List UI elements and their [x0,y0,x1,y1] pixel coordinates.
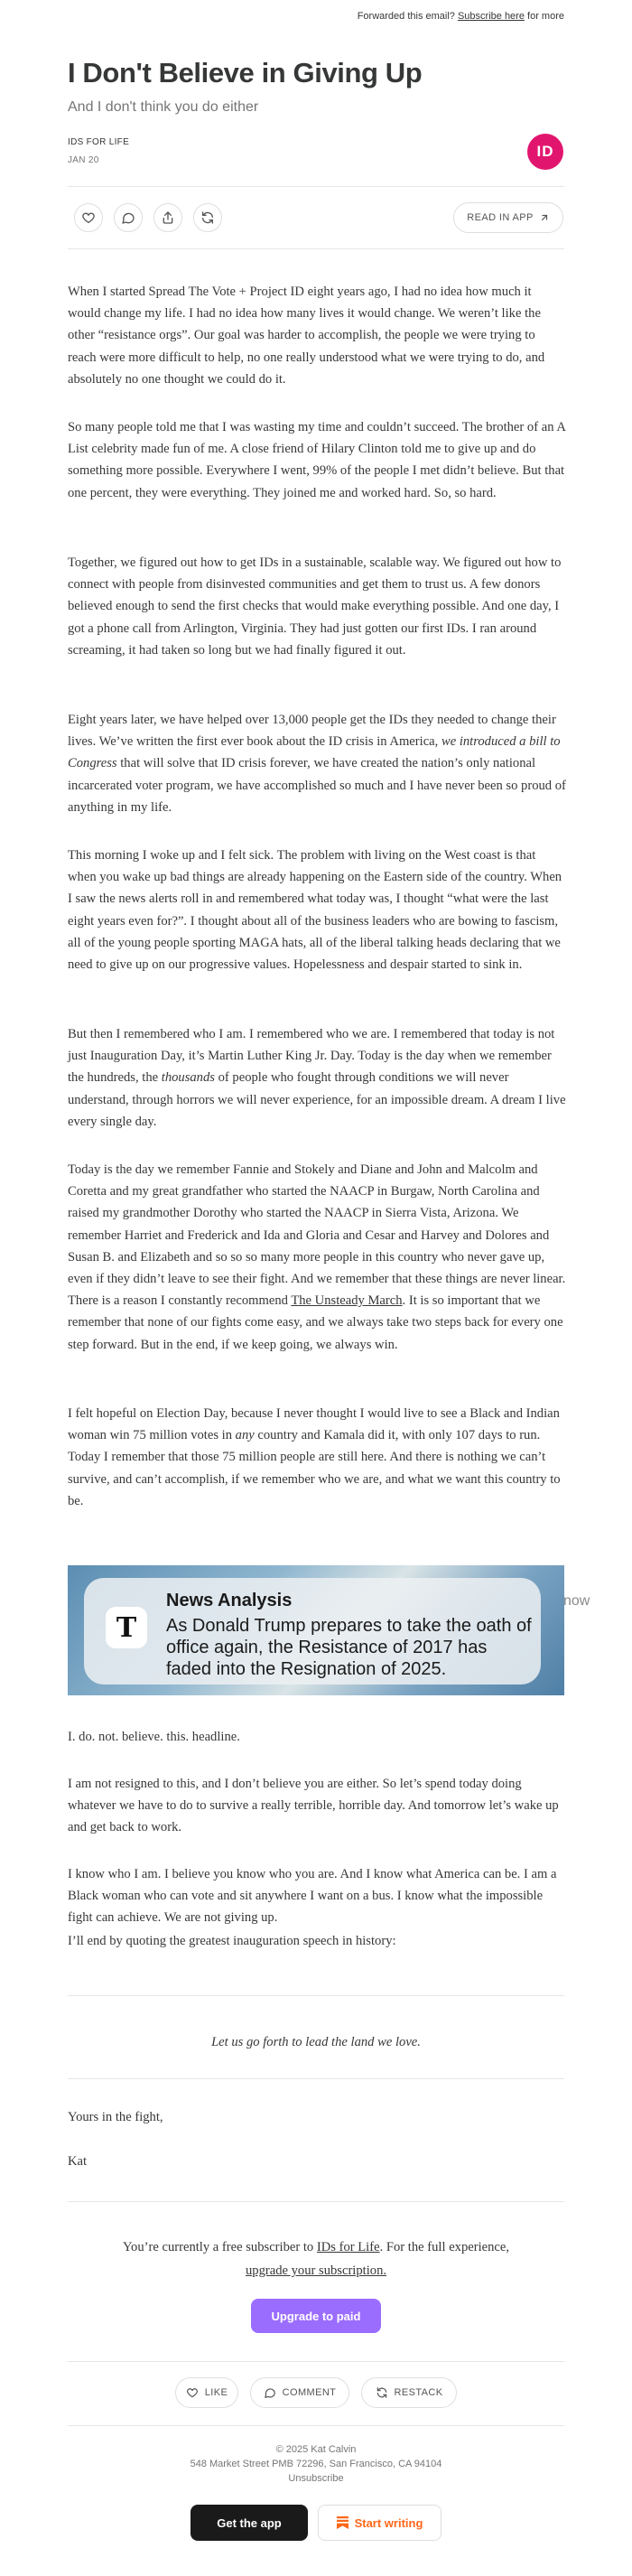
subscription-note [68,2235,564,2282]
body-paragraph: When I started Spread The Vote + Project ID eight years ago, I had no idea how much it would change my life. I had no idea how many lives it would change. We weren’t like the other “resistance orgs”. Our goal was harder to accomplish, the people we were trying to reach were more difficult to help, no one really understood what we were trying to do, and absolutely no one thought we could do it. [68,285,545,387]
forwarded-prefix: Forwarded this email? [357,11,455,22]
comment-label: COMMENT [282,2387,337,2398]
post-date: JAN 20 [68,155,99,165]
notification-text: As Donald Trump prepares to take the oath of office again, the Resistance of 2017 has faded into the Resignation of 2025. [166,1616,532,1679]
forwarded-suffix: for more [527,11,564,22]
body-paragraph: This morning I woke up and I felt sick. The problem with living on the West coast is that when you wake up bad things are already happening on the Eastern side of the country. When I saw the news alerts roll in and remembered what today was, I thought “what were the last eight years even for?”. I thought about all of the business leaders who are bowing to fascism, all of the young people sporting MAGA hats, all of the liberal talking heads declaring that we need to give up on our progressive values. Hopelessness and despair started to sink in. [68,848,562,973]
body-paragraph [68,1023,566,1133]
copyright: © 2025 Kat Calvin [275,2444,357,2455]
subscription-prefix: You’re currently a free subscriber to [122,2240,317,2254]
divider [68,2361,564,2362]
notification-time: now [563,1593,590,1609]
restack-icon [200,210,215,225]
publication-link[interactable]: IDs for Life [316,2240,380,2254]
divider [68,248,564,249]
heart-icon [81,210,96,225]
body-paragraph: So many people told me that I was wasting my time and couldn’t succeed. The brother of an A List celebrity made fun of me. A close friend of Hilary Clinton told me to give up and do something more possible. Everywhere I went, 99% of the people I met didn’t believe. But that one percent, they were everything. They joined me and worked hard. So, so hard. [68,420,566,500]
notification-app-label: News Analysis [166,1591,293,1610]
unsubscribe-link[interactable]: Unsubscribe [288,2473,344,2484]
avatar[interactable]: ID [527,134,563,170]
signoff: Yours in the fight, [68,2110,163,2124]
divider [68,2078,564,2079]
footer-comment-button[interactable] [250,2377,349,2408]
get-app-button[interactable]: Get the app [191,2505,308,2541]
body-paragraph [68,709,566,818]
emphasis-text: any [235,1428,255,1443]
divider [68,186,564,187]
paragraph-text: I felt hopeful on Election Day, because I never thought I would live to see a Black and Indian woman win 75 million votes in [68,1406,560,1443]
comment-icon [121,210,135,225]
arrow-up-right-icon [539,212,550,223]
body-paragraph [68,1159,566,1356]
unsteady-march-link[interactable]: The Unsteady March [291,1293,403,1309]
congress-bill-link[interactable]: we introduced a bill to Congress [68,734,561,771]
paragraph-text: country and Kamala did it, with only 107 days to run. Today I remember that those 75 million people are still here. And there is nothing we can’t survive, and can’t accomplish, if we remember who we are, and what we want this country to be. [68,1428,561,1508]
footer-restack-button[interactable] [361,2377,457,2408]
body-paragraph: I. do. not. believe. this. headline. [68,1730,240,1744]
signature: Kat [68,2154,88,2169]
read-in-app-button[interactable] [453,202,563,233]
emphasis-text: thousands [161,1070,215,1086]
subscribe-link[interactable]: Subscribe here [457,11,525,22]
upgrade-link[interactable]: upgrade your subscription. [245,2263,387,2278]
upgrade-button[interactable]: Upgrade to paid [251,2299,381,2333]
like-label: LIKE [204,2387,228,2398]
paragraph-text: of people who fought through conditions we will never understand, through horrors we will never experience, for an impossible dream. A dream I live every single day. [68,1070,566,1129]
body-paragraph: Together, we figured out how to get IDs in a sustainable, scalable way. We figured out how to connect with people from disinvested communities and get them to trust us. A few donors believed enough to send the first checks that would make everything possible. And one day, I got a phone call from Arlington, Virginia. They had just gotten our first IDs. I ran around screaming, it had taken so long but we had finally figured it out. [68,555,562,658]
start-writing-button[interactable] [318,2505,441,2541]
body-paragraph: I’ll end by quoting the greatest inauguration speech in history: [68,1934,396,1948]
divider [68,2201,564,2202]
like-button[interactable] [74,203,103,232]
share-icon [161,210,175,225]
restack-label: RESTACK [394,2387,443,2398]
post-subtitle: And I don't think you do either [68,99,259,115]
pull-quote: Let us go forth to lead the land we love. [211,2035,421,2049]
read-in-app-label: READ IN APP [467,212,534,223]
restack-button[interactable] [193,203,222,232]
paragraph-text: Today is the day we remember Fannie and Stokely and Diane and John and Malcolm and Coretta and my great grandfather who started the NAACP in Burgaw, North Carolina and raised my grandmother Dorothy who started the NAACP in Sierra Vista, Arizona. We remember Harriet and Frederick and Ida and Gloria and Cesar and Harvey and Dolores and Susan B. and Elizabeth and so so so many more people in this country who never gave up, even if they didn’t leave to see their fight. And we remember that these things are never linear. There is a reason I constantly recommend [68,1162,566,1309]
paragraph-text: that will solve that ID crisis forever, we have created the nation’s only national incarcerated voter program, we have accomplished so much and I have never been so proud of anything in my life. [68,756,566,815]
restack-icon [376,2386,388,2399]
start-writing-label: Start writing [354,2515,423,2530]
comment-icon [264,2386,276,2399]
publication-name[interactable]: IDS FOR LIFE [68,137,130,147]
paragraph-text: Eight years later, we have helped over 13,000 people get the IDs they needed to change their lives. We’ve written the first ever book about the ID crisis in America, [68,713,556,750]
heart-icon [186,2386,199,2399]
share-button[interactable] [153,203,182,232]
body-paragraph [68,1403,566,1512]
comment-button[interactable] [114,203,143,232]
substack-logo-icon [337,2516,349,2529]
news-notification-image [68,1565,590,1695]
post-title[interactable]: I Don't Believe in Giving Up [68,57,423,89]
nyt-logo-icon: T [106,1607,147,1648]
divider [68,2425,564,2426]
body-paragraph: I am not resigned to this, and I don’t believe you are either. So let’s spend today doing whatever we have to do to survive a really terrible, horrible day. And tomorrow let’s wake up and get back to work. [68,1777,559,1835]
divider [68,1995,564,1996]
forwarded-bar [358,11,564,22]
paragraph-text: . It is so important that we remember that none of our fights come easy, and we always take two steps back for every one step forward. But in the end, if we keep going, we always win. [68,1293,563,1352]
paragraph-text: But then I remembered who I am. I remembered who we are. I remembered that today is not just Inauguration Day, it’s Martin Luther King Jr. Day. Today is the day when we remember the hundreds, the [68,1027,555,1086]
body-paragraph: I know who I am. I believe you know who you are. And I know what America can be. I am a Black woman who can vote and sit anywhere I want on a bus. I know what the impossible fight can achieve. We are not giving up. [68,1867,557,1926]
address: 548 Market Street PMB 72296, San Francisco, CA 94104 [190,2459,442,2469]
footer-like-button[interactable] [175,2377,238,2408]
subscription-middle: . For the full experience, [379,2240,510,2254]
